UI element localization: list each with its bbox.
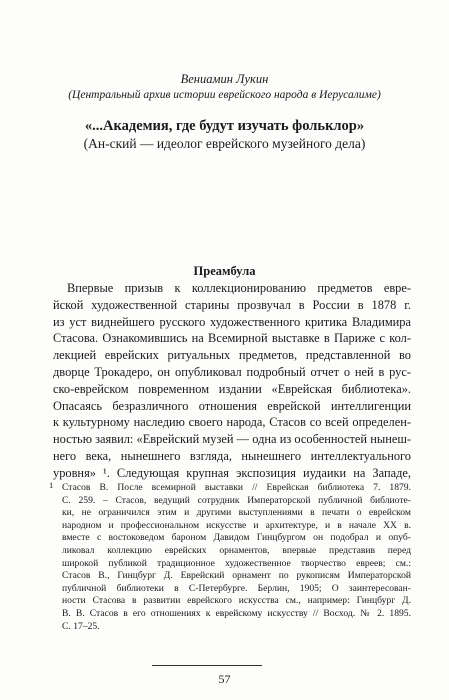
article-subtitle: (Ан-ский — идеолог еврейского музейного дела) — [83, 136, 366, 151]
footnote-line: С. 259. – Стасов, ведущий сотрудник Императорской публичной библиоте- — [62, 494, 411, 506]
body-line: Впервые призыв к коллекционированию предметов евре- — [67, 281, 411, 295]
author-name: Вениамин Лукин — [180, 72, 269, 86]
footnote-line: Стасов В. После всемирной выставки // Еврейская библиотека 7. 1879. — [62, 482, 411, 493]
body-line: Стасова. Ознакомившись на Всемирной выставке в Париже с кол- — [53, 331, 411, 346]
body-line: йской художественной старины прозвучал в России в 1878 г. — [53, 297, 411, 312]
footnote-line: В. В. Стасов в его отношениях к еврейскому искусству // Восход. № 2. 1895. — [62, 607, 411, 619]
footnote-line: ности Стасова в развитии еврейского искусства см., например: Гинцбург Д. — [62, 595, 411, 607]
footnote-line: Стасов В., Гинцбург Д. Еврейский орнамент по рукописям Императорской — [62, 570, 411, 582]
body-line: лекцией еврейских ритуальных предметов, представленной во — [53, 348, 411, 363]
article-title: «...Академия, где будут изучать фольклор» — [84, 118, 365, 134]
body-paragraph — [53, 280, 411, 482]
body-line: уровня» ¹. Следующая крупная экспозиция иудаики на Западе, — [53, 465, 411, 480]
body-line: ско-еврейском повременном издании «Еврейская библиотека». — [53, 381, 411, 396]
author-affiliation: (Центральный архив истории еврейского народа в Иерусалиме) — [68, 89, 381, 101]
section-heading: Преамбула — [193, 264, 256, 278]
footnote-line: публичной библиотеки в С-Петербурге. Берлин, 1905; О заинтересован- — [62, 582, 411, 594]
footnote-line: широкой публикой традиционное художественное творчество евреев; см.: — [62, 557, 411, 569]
body-line: из уст виднейшего русского художественного критика Владимира — [53, 314, 411, 329]
footnote-line: народном и профессиональном искусстве и архитектуре, и в начале XX в. — [62, 519, 411, 531]
page-number: 57 — [218, 672, 231, 686]
footnote — [62, 482, 411, 633]
body-line: него века, нынешнего взгляда, нынешнего интеллектуального — [53, 448, 411, 463]
footer-rule — [152, 665, 262, 666]
body-line: к культурному наследию своего народа, Стасов со всей определен- — [53, 415, 411, 430]
body-line: дворце Трокадеро, он опубликовал подробный отчет о ней в рус- — [53, 364, 411, 379]
footnote-line: ки, не ограничился этим и другими выступлениями в печати о еврейском — [62, 507, 411, 519]
footnote-marker: 1 — [49, 480, 54, 490]
footnote-line: ликовал коллекцию еврейских орнаментов, впервые представив перед — [62, 544, 411, 556]
body-line: Опасаясь безразличного отношения еврейской интеллигенции — [53, 398, 411, 413]
footnote-line: С. 17–25. — [62, 620, 100, 632]
footnote-line: вместе с востоковедом бароном Давидом Гинцбургом он подобрал и опуб- — [62, 532, 411, 544]
body-line: ностью заявил: «Еврейский музей — одна из особенностей нынеш- — [53, 432, 411, 447]
